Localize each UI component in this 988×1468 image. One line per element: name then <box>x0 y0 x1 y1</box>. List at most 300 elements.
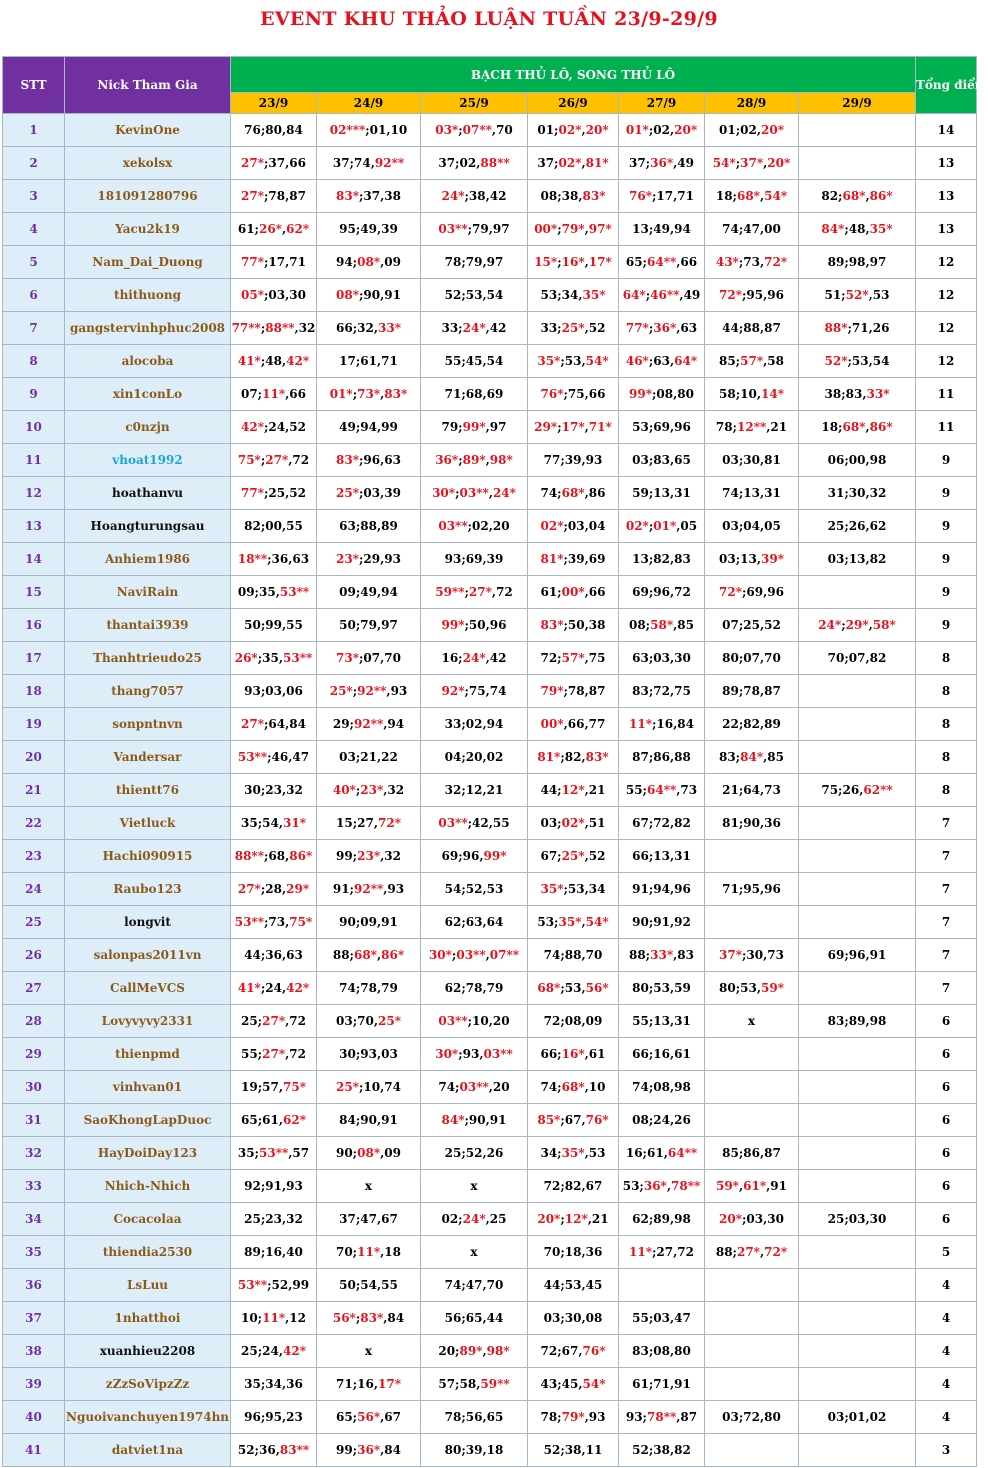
row-total: 4 <box>916 1401 977 1434</box>
row-nick: c0nzjn <box>65 411 231 444</box>
row-stt: 41 <box>3 1434 65 1467</box>
row-total: 6 <box>916 1203 977 1236</box>
hit-number: 33* <box>866 387 890 401</box>
row-stt: 12 <box>3 477 65 510</box>
hit-number: 35* <box>582 288 606 302</box>
hit-number: 57* <box>561 651 585 665</box>
hit-number: 20* <box>674 123 698 137</box>
table-row <box>3 345 977 378</box>
row-total: 11 <box>916 378 977 411</box>
row-total: 12 <box>916 345 977 378</box>
hit-number: 76* <box>629 189 652 203</box>
row-day-cell: 59**;27*,72 <box>421 576 528 609</box>
row-day-cell: 70;11*,18 <box>317 1236 421 1269</box>
hit-number: 02* <box>558 156 582 170</box>
hit-number: 99* <box>483 849 507 863</box>
row-stt: 5 <box>3 246 65 279</box>
hit-number: 72* <box>764 1245 788 1259</box>
row-day-cell: 41*;24,42* <box>231 972 317 1005</box>
row-day-cell <box>799 1038 916 1071</box>
hit-number: 11* <box>262 1311 286 1325</box>
hit-number: 24* <box>462 321 486 335</box>
hit-number: 86* <box>869 420 893 434</box>
hit-number: 16* <box>561 1047 585 1061</box>
hit-number: 16* <box>561 255 585 269</box>
row-stt: 24 <box>3 873 65 906</box>
row-day-cell: 91;92**,93 <box>317 873 421 906</box>
table-row <box>3 279 977 312</box>
row-day-cell: 85*;67,76* <box>528 1104 619 1137</box>
row-day-cell: 03;70,25* <box>317 1005 421 1038</box>
hit-number: 53** <box>237 1278 268 1292</box>
row-day-cell: 77;39,93 <box>528 444 619 477</box>
row-day-cell: 93;69,39 <box>421 543 528 576</box>
row-day-cell: 74;13,31 <box>705 477 799 510</box>
row-day-cell: 08;24,26 <box>619 1104 705 1137</box>
row-day-cell: 08*;90,91 <box>317 279 421 312</box>
hit-number: 89* <box>459 1344 483 1358</box>
row-nick: thithuong <box>65 279 231 312</box>
row-total: 7 <box>916 906 977 939</box>
row-day-cell: 89;78,87 <box>705 675 799 708</box>
row-day-cell: 20*;12*,21 <box>528 1203 619 1236</box>
row-stt: 23 <box>3 840 65 873</box>
row-day-cell: 22;82,89 <box>705 708 799 741</box>
row-day-cell: 74;88,70 <box>528 939 619 972</box>
row-day-cell: 52;38,11 <box>528 1434 619 1467</box>
row-day-cell <box>799 741 916 774</box>
row-day-cell: 30;93,03 <box>317 1038 421 1071</box>
hit-number: 83* <box>336 453 359 467</box>
hit-number: 81* <box>540 552 564 566</box>
table-row <box>3 873 977 906</box>
row-day-cell: 02*;03,04 <box>528 510 619 543</box>
hit-number: 88** <box>265 321 295 335</box>
row-nick: xin1conLo <box>65 378 231 411</box>
hit-number: 73* <box>336 651 359 665</box>
hit-number: 24* <box>492 486 516 500</box>
table-row <box>3 1071 977 1104</box>
hit-number: 53** <box>283 651 313 665</box>
hit-number: 83* <box>360 1311 384 1325</box>
row-total: 4 <box>916 1269 977 1302</box>
row-total: 3 <box>916 1434 977 1467</box>
row-nick: KevinOne <box>65 114 231 147</box>
table-row <box>3 642 977 675</box>
row-day-cell: 61;26*,62* <box>231 213 317 246</box>
row-day-cell: 25;24,42* <box>231 1335 317 1368</box>
row-day-cell: 03;72,80 <box>705 1401 799 1434</box>
row-total: 9 <box>916 444 977 477</box>
hit-number: 36* <box>435 453 459 467</box>
row-day-cell: 72;57*,75 <box>528 642 619 675</box>
hit-number: 78** <box>671 1179 701 1193</box>
row-nick: Thanhtrieudo25 <box>65 642 231 675</box>
row-day-cell: 01*;02,20* <box>619 114 705 147</box>
hit-number: 27* <box>262 1014 286 1028</box>
hit-number: 02* <box>558 123 582 137</box>
row-day-cell: 72*;69,96 <box>705 576 799 609</box>
row-day-cell: 99*;50,96 <box>421 609 528 642</box>
row-day-cell: 29*;17*,71* <box>528 411 619 444</box>
row-day-cell: 43*;73,72* <box>705 246 799 279</box>
row-day-cell <box>799 708 916 741</box>
row-total: 9 <box>916 477 977 510</box>
row-day-cell: 33;24*,42 <box>421 312 528 345</box>
hit-number: 03** <box>438 519 468 533</box>
row-stt: 35 <box>3 1236 65 1269</box>
hit-number: 54* <box>712 156 736 170</box>
row-day-cell: 89;16,40 <box>231 1236 317 1269</box>
row-day-cell: 88;68*,86* <box>317 939 421 972</box>
hit-number: 59* <box>761 981 784 995</box>
hit-number: 27* <box>241 156 264 170</box>
row-day-cell: 89;98,97 <box>799 246 916 279</box>
row-day-cell: 65;64**,66 <box>619 246 705 279</box>
row-nick: Yacu2k19 <box>65 213 231 246</box>
row-day-cell: 74;78,79 <box>317 972 421 1005</box>
row-total: 6 <box>916 1170 977 1203</box>
row-day-cell: 32;12,21 <box>421 774 528 807</box>
hit-number: 42* <box>286 981 310 995</box>
row-day-cell: 18**;36,63 <box>231 543 317 576</box>
hit-number: 83** <box>279 1443 310 1457</box>
row-day-cell: 03**;42,55 <box>421 807 528 840</box>
row-day-cell: 03;30,08 <box>528 1302 619 1335</box>
row-stt: 30 <box>3 1071 65 1104</box>
hit-number: 36* <box>643 1179 667 1193</box>
row-day-cell: 44;88,87 <box>705 312 799 345</box>
row-day-cell: 37;02,88** <box>421 147 528 180</box>
row-day-cell: 24*;29*,58* <box>799 609 916 642</box>
row-total: 12 <box>916 246 977 279</box>
row-day-cell: 03;02*,51 <box>528 807 619 840</box>
hit-number: 83* <box>336 189 359 203</box>
row-day-cell: 91;94,96 <box>619 873 705 906</box>
row-day-cell: 49;94,99 <box>317 411 421 444</box>
row-day-cell: 58;10,14* <box>705 378 799 411</box>
hit-number: 92** <box>354 882 384 896</box>
row-stt: 16 <box>3 609 65 642</box>
row-stt: 13 <box>3 510 65 543</box>
row-total: 12 <box>916 279 977 312</box>
row-nick: hoathanvu <box>65 477 231 510</box>
row-nick: thang7057 <box>65 675 231 708</box>
row-day-cell <box>799 1335 916 1368</box>
hit-number: 54* <box>585 915 609 929</box>
row-stt: 29 <box>3 1038 65 1071</box>
hit-number: 20* <box>537 1212 561 1226</box>
row-nick: Cocacolaa <box>65 1203 231 1236</box>
hit-number: 20* <box>767 156 791 170</box>
row-nick: Raubo123 <box>65 873 231 906</box>
row-nick: Nguoivanchuyen1974hn <box>65 1401 231 1434</box>
row-total: 7 <box>916 873 977 906</box>
hit-number: 64** <box>667 1146 698 1160</box>
row-day-cell: 35;54,31* <box>231 807 317 840</box>
hit-number: 27* <box>736 1245 760 1259</box>
hit-number: 83* <box>582 189 606 203</box>
row-day-cell: 88*;71,26 <box>799 312 916 345</box>
row-day-cell: 50;54,55 <box>317 1269 421 1302</box>
row-day-cell: 79;99*,97 <box>421 411 528 444</box>
row-day-cell: 08;38,83* <box>528 180 619 213</box>
row-day-cell <box>619 1269 705 1302</box>
row-day-cell: 13;49,94 <box>619 213 705 246</box>
row-stt: 22 <box>3 807 65 840</box>
row-day-cell <box>799 576 916 609</box>
hit-number: 77* <box>241 486 264 500</box>
header-date: 26/9 <box>528 93 619 114</box>
hit-number: 27* <box>262 1047 286 1061</box>
row-day-cell: 78;79*,93 <box>528 1401 619 1434</box>
hit-number: 64** <box>647 255 677 269</box>
hit-number: 52* <box>824 354 848 368</box>
row-day-cell: 90;08*,09 <box>317 1137 421 1170</box>
row-day-cell: 04;20,02 <box>421 741 528 774</box>
hit-number: 17* <box>588 255 612 269</box>
hit-number: 35* <box>537 354 561 368</box>
hit-number: 08* <box>357 255 381 269</box>
row-day-cell: 11*;16,84 <box>619 708 705 741</box>
row-day-cell <box>799 1104 916 1137</box>
hit-number: 57* <box>740 354 764 368</box>
row-day-cell: 81*;82,83* <box>528 741 619 774</box>
table-row <box>3 1335 977 1368</box>
row-stt: 4 <box>3 213 65 246</box>
table-row <box>3 180 977 213</box>
row-day-cell: 30*;93,03** <box>421 1038 528 1071</box>
page-title: EVENT KHU THẢO LUẬN TUẦN 23/9-29/9 <box>260 8 718 30</box>
row-day-cell: 37*;30,73 <box>705 939 799 972</box>
row-day-cell: 61;00*,66 <box>528 576 619 609</box>
hit-number: 68* <box>537 981 561 995</box>
header-date: 24/9 <box>317 93 421 114</box>
row-day-cell: 25*;03,39 <box>317 477 421 510</box>
row-stt: 10 <box>3 411 65 444</box>
hit-number: 03* <box>435 123 459 137</box>
hit-number: 29* <box>534 420 558 434</box>
row-day-cell: 16;24*,42 <box>421 642 528 675</box>
row-day-cell: 77*;25,52 <box>231 477 317 510</box>
hit-number: 53** <box>237 750 268 764</box>
row-total: 7 <box>916 972 977 1005</box>
row-day-cell: 27*;28,29* <box>231 873 317 906</box>
hit-number: 83* <box>585 750 609 764</box>
row-day-cell: 83*;50,38 <box>528 609 619 642</box>
table-row <box>3 147 977 180</box>
row-day-cell: 07;11*,66 <box>231 378 317 411</box>
hit-number: 68* <box>736 189 760 203</box>
row-day-cell: 02;24*,25 <box>421 1203 528 1236</box>
row-day-cell <box>799 1434 916 1467</box>
table-row <box>3 1269 977 1302</box>
hit-number: 42* <box>283 1344 306 1358</box>
row-day-cell <box>799 675 916 708</box>
hit-number: 79* <box>561 1410 585 1424</box>
row-day-cell <box>799 1302 916 1335</box>
row-day-cell: 61;71,91 <box>619 1368 705 1401</box>
row-day-cell: 25;23,32 <box>231 1203 317 1236</box>
row-day-cell: 53**;73,75* <box>231 906 317 939</box>
hit-number: 17* <box>561 420 585 434</box>
row-day-cell: 55;13,31 <box>619 1005 705 1038</box>
hit-number: 68* <box>561 486 585 500</box>
row-day-cell: 35*;53,54* <box>528 345 619 378</box>
row-day-cell: 55;27*,72 <box>231 1038 317 1071</box>
row-total: 8 <box>916 774 977 807</box>
header-total: Tổng điểm <box>916 57 977 114</box>
row-day-cell: 44;12*,21 <box>528 774 619 807</box>
hit-number: 68* <box>353 948 377 962</box>
hit-number: 75* <box>289 915 313 929</box>
row-day-cell: 63;03,30 <box>619 642 705 675</box>
hit-number: 00* <box>540 717 564 731</box>
row-day-cell: 46*;63,64* <box>619 345 705 378</box>
hit-number: 25* <box>561 849 585 863</box>
row-day-cell: 03**;02,20 <box>421 510 528 543</box>
row-day-cell: 67;72,82 <box>619 807 705 840</box>
hit-number: 56* <box>357 1410 381 1424</box>
row-day-cell: 77**;88**,32 <box>231 312 317 345</box>
row-day-cell <box>799 1269 916 1302</box>
table-row <box>3 312 977 345</box>
row-day-cell: 03;01,02 <box>799 1401 916 1434</box>
hit-number: 83* <box>540 618 564 632</box>
row-nick: Anhiem1986 <box>65 543 231 576</box>
row-stt: 26 <box>3 939 65 972</box>
hit-number: 54* <box>582 1377 606 1391</box>
table-row <box>3 1401 977 1434</box>
hit-number: 25* <box>329 684 353 698</box>
hit-number: 33* <box>378 321 401 335</box>
hit-number: 03** <box>438 1014 468 1028</box>
row-day-cell: 69;96,99* <box>421 840 528 873</box>
row-day-cell: 99;36*,84 <box>317 1434 421 1467</box>
row-day-cell: 51;52*,53 <box>799 279 916 312</box>
hit-number: 53** <box>279 585 310 599</box>
row-day-cell: 83*;37,38 <box>317 180 421 213</box>
hit-number: 35* <box>540 882 564 896</box>
hit-number: 02* <box>540 519 564 533</box>
row-day-cell: 96;95,23 <box>231 1401 317 1434</box>
row-day-cell: 03**;79,97 <box>421 213 528 246</box>
row-day-cell: 27*;37,66 <box>231 147 317 180</box>
row-stt: 17 <box>3 642 65 675</box>
hit-number: 64* <box>674 354 698 368</box>
row-stt: 9 <box>3 378 65 411</box>
row-stt: 19 <box>3 708 65 741</box>
row-nick: Hoangturungsau <box>65 510 231 543</box>
hit-number: 12** <box>737 420 767 434</box>
hit-number: 33* <box>650 948 674 962</box>
row-day-cell: 75;26,62** <box>799 774 916 807</box>
hit-number: 35* <box>869 222 893 236</box>
row-nick: Vandersar <box>65 741 231 774</box>
row-total: 13 <box>916 213 977 246</box>
hit-number: 72* <box>719 585 742 599</box>
row-day-cell <box>705 1269 799 1302</box>
row-day-cell: 53**;52,99 <box>231 1269 317 1302</box>
row-day-cell: 01*;73*,83* <box>317 378 421 411</box>
row-day-cell: 30;23,32 <box>231 774 317 807</box>
row-day-cell: 99;23*,32 <box>317 840 421 873</box>
hit-number: 03** <box>483 1047 513 1061</box>
results-table <box>2 56 988 1467</box>
hit-number: 92** <box>374 156 405 170</box>
hit-number: 25* <box>336 486 359 500</box>
hit-number: 29* <box>845 618 869 632</box>
row-day-cell: 55;45,54 <box>421 345 528 378</box>
header-date: 25/9 <box>421 93 528 114</box>
hit-number: 07** <box>462 123 492 137</box>
hit-number: 39* <box>761 552 784 566</box>
row-day-cell: 03;13,39* <box>705 543 799 576</box>
row-day-cell: 71;95,96 <box>705 873 799 906</box>
row-day-cell: 09;35,53** <box>231 576 317 609</box>
row-day-cell: 52*;53,54 <box>799 345 916 378</box>
row-day-cell: 25*;10,74 <box>317 1071 421 1104</box>
hit-number: 89* <box>462 453 486 467</box>
row-day-cell: 78;56,65 <box>421 1401 528 1434</box>
row-total: 5 <box>916 1236 977 1269</box>
row-day-cell: 25;52,26 <box>421 1137 528 1170</box>
hit-number: 03** <box>438 816 468 830</box>
hit-number: 03** <box>456 948 486 962</box>
hit-number: 41* <box>237 981 261 995</box>
row-total: 7 <box>916 840 977 873</box>
row-day-cell: 70;18,36 <box>528 1236 619 1269</box>
row-day-cell: 66;13,31 <box>619 840 705 873</box>
row-day-cell: 72*;95,96 <box>705 279 799 312</box>
row-day-cell: 92;91,93 <box>231 1170 317 1203</box>
hit-number: 62** <box>863 783 893 797</box>
row-day-cell: 90;09,91 <box>317 906 421 939</box>
hit-number: 68* <box>561 1080 585 1094</box>
row-nick: thientt76 <box>65 774 231 807</box>
hit-number: 61* <box>743 1179 767 1193</box>
hit-number: 75* <box>237 453 261 467</box>
row-total: 8 <box>916 675 977 708</box>
row-day-cell: 83;89,98 <box>799 1005 916 1038</box>
hit-number: 27* <box>241 717 264 731</box>
row-total: 6 <box>916 1104 977 1137</box>
row-nick: thantai3939 <box>65 609 231 642</box>
row-nick: alocoba <box>65 345 231 378</box>
row-day-cell: 11*;27,72 <box>619 1236 705 1269</box>
row-day-cell: 72;82,67 <box>528 1170 619 1203</box>
table-row <box>3 708 977 741</box>
row-day-cell: 53;69,96 <box>619 411 705 444</box>
row-day-cell: 93;78**,87 <box>619 1401 705 1434</box>
row-day-cell: 24*;38,42 <box>421 180 528 213</box>
row-stt: 21 <box>3 774 65 807</box>
row-day-cell: 76*;17,71 <box>619 180 705 213</box>
row-day-cell: 18;68*,86* <box>799 411 916 444</box>
row-day-cell: 37;36*,49 <box>619 147 705 180</box>
hit-number: 58* <box>872 618 896 632</box>
hit-number: 84* <box>740 750 764 764</box>
row-stt: 27 <box>3 972 65 1005</box>
row-day-cell: 68*;53,56* <box>528 972 619 1005</box>
hit-number: 56* <box>585 981 609 995</box>
hit-number: 53** <box>259 1146 289 1160</box>
row-day-cell: 03;13,82 <box>799 543 916 576</box>
row-stt: 28 <box>3 1005 65 1038</box>
row-day-cell <box>799 873 916 906</box>
row-nick: sonpntnvn <box>65 708 231 741</box>
row-total: 7 <box>916 807 977 840</box>
